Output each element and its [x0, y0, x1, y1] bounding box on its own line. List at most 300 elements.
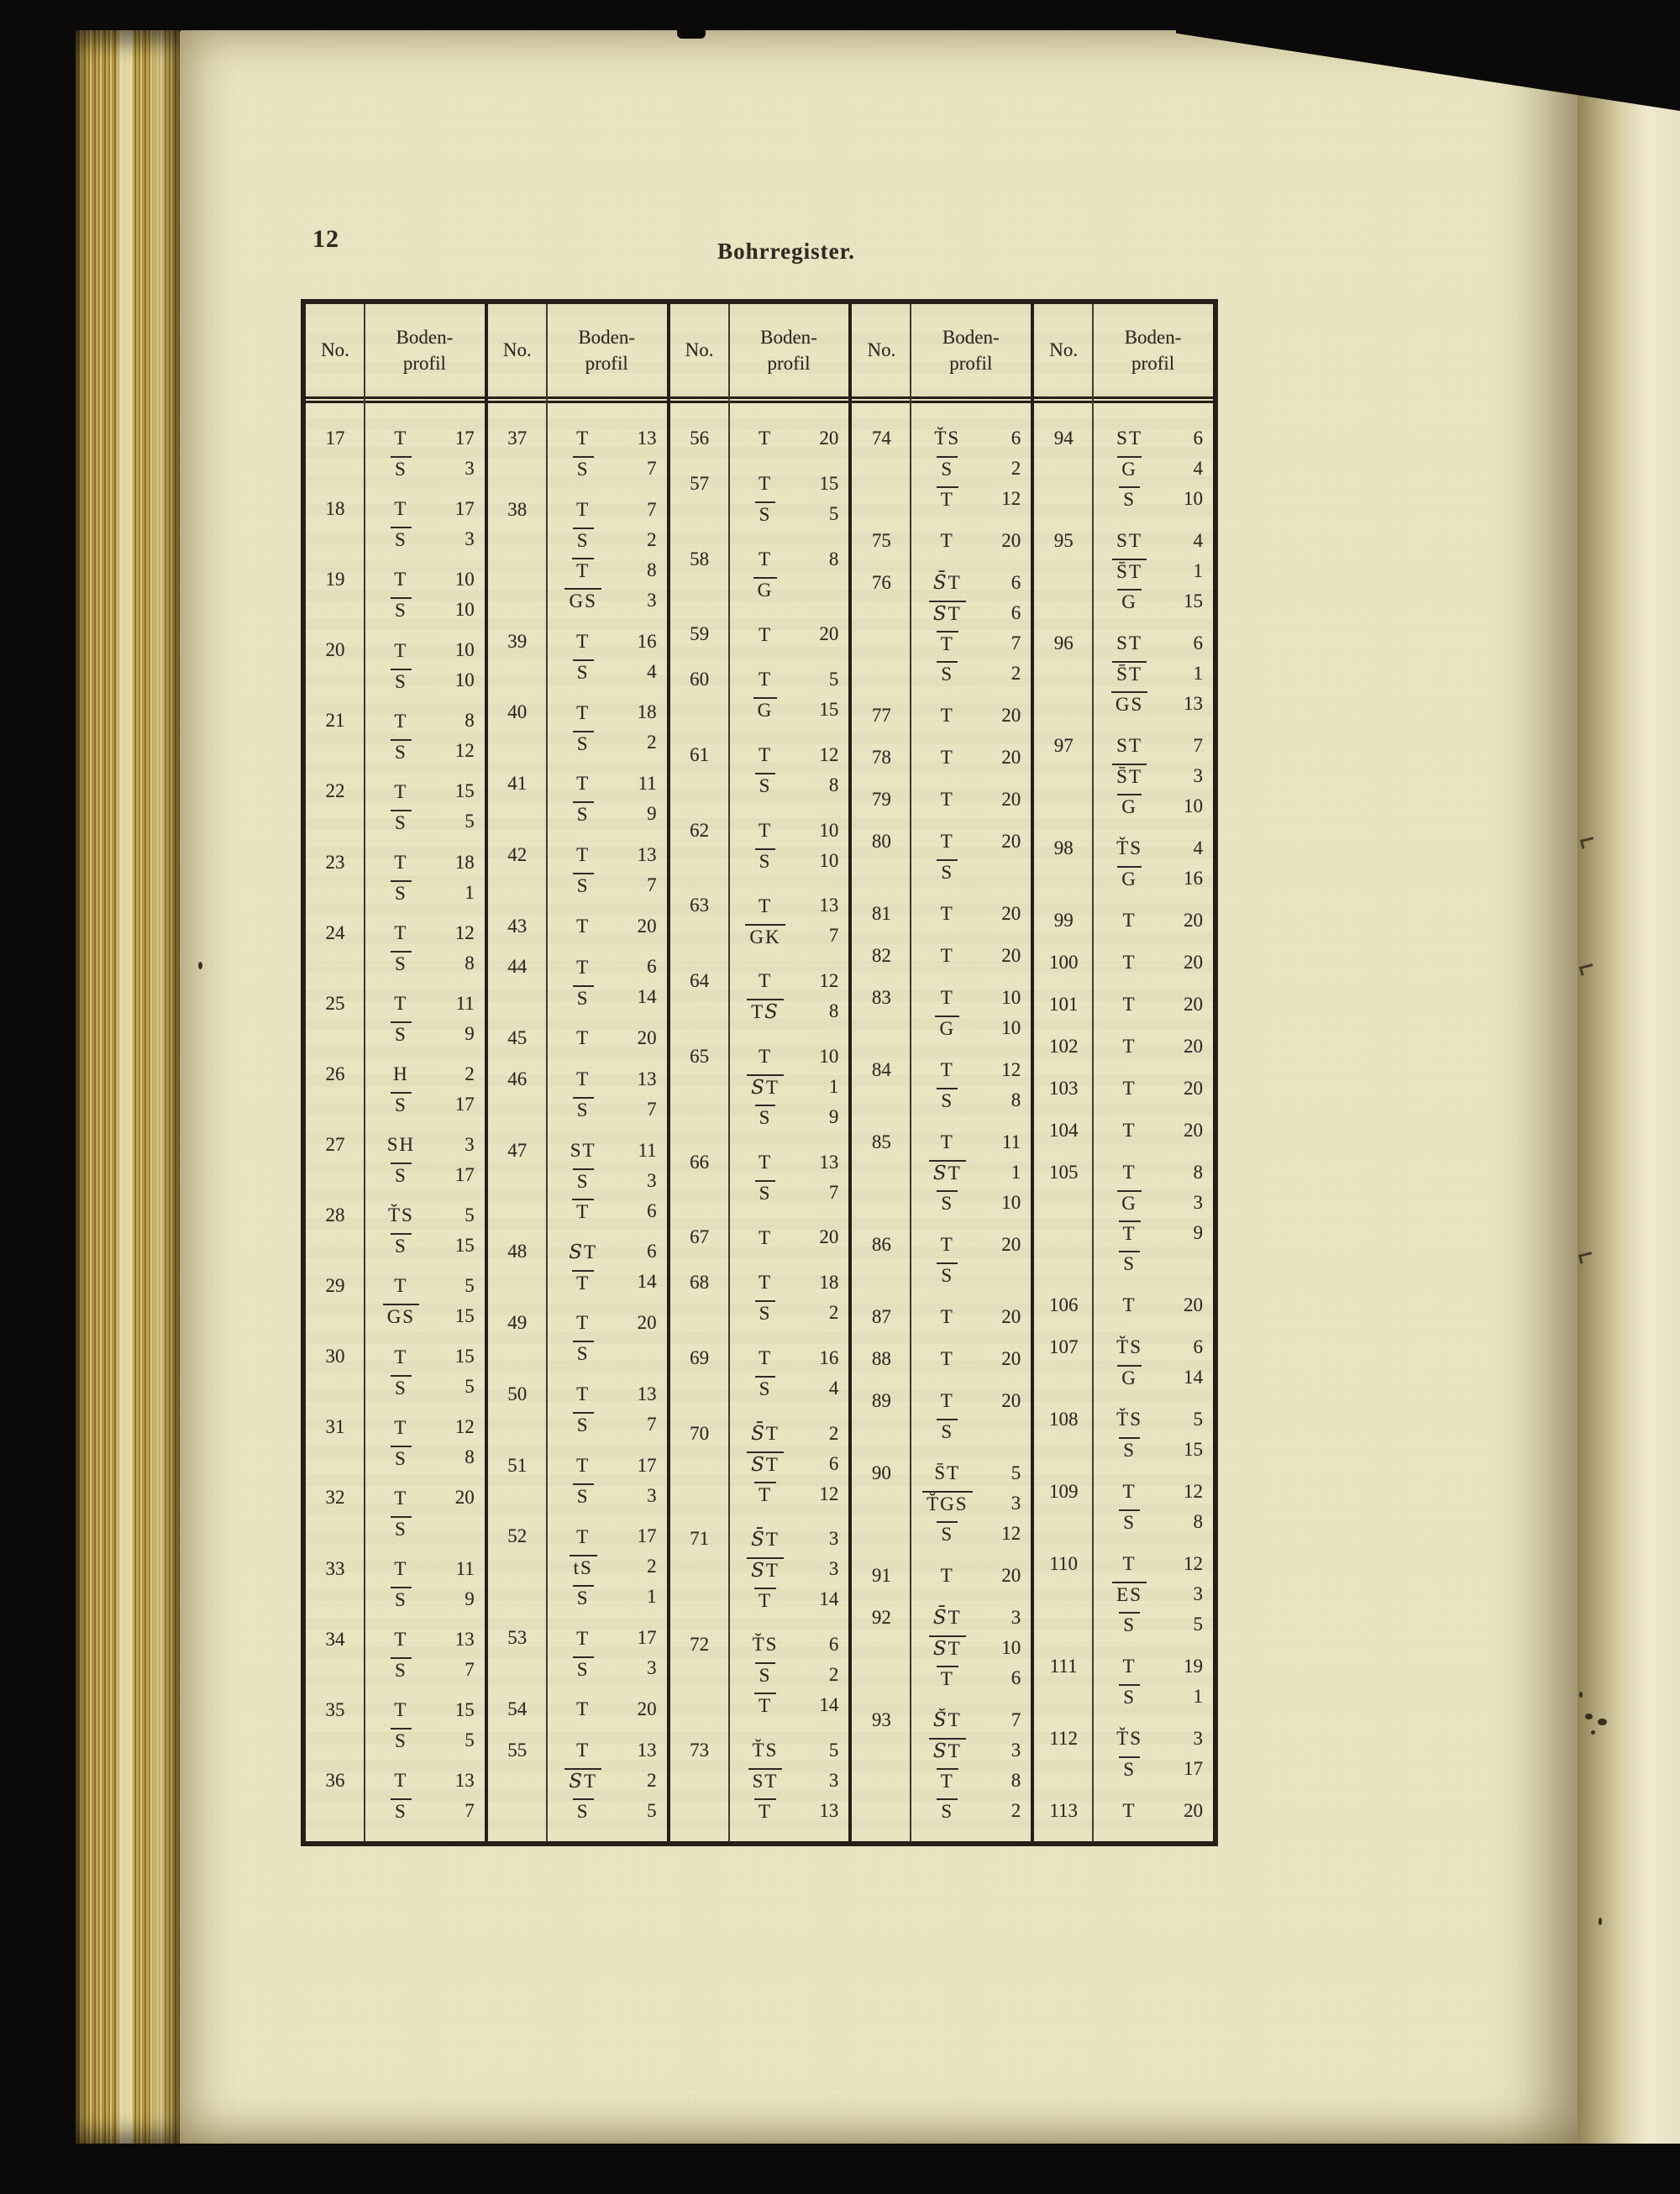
layer-thickness: 12: [1001, 1523, 1021, 1544]
layer-thickness: 2: [647, 1769, 657, 1791]
profile-line: [1093, 1031, 1213, 1062]
profile-header-line1: Boden-: [396, 327, 454, 348]
layer-symbol: S̄T: [932, 572, 962, 595]
layer-thickness: 7: [828, 1181, 839, 1203]
entry-number: 26: [325, 1063, 345, 1084]
profile-line: [547, 840, 667, 870]
layer-thickness: 2: [1011, 458, 1021, 479]
layer-symbol: T̆S: [387, 1205, 414, 1226]
layer-thickness: 7: [647, 1413, 657, 1435]
layer-symbol: T: [1119, 1220, 1141, 1245]
layer-label: [549, 1627, 618, 1650]
table-group-4: [852, 304, 1034, 1841]
profile-lines: [365, 776, 485, 837]
group-header: [670, 304, 849, 403]
entry-number: 93: [871, 1709, 891, 1730]
entry-number: 49: [507, 1312, 528, 1334]
layer-label: [1095, 764, 1164, 788]
bore-entry: [1034, 1651, 1213, 1712]
layer-symbol: T: [394, 1275, 408, 1297]
fraktur-s-symbol: S: [764, 1001, 780, 1024]
profile-header-line1: Boden-: [942, 327, 1000, 348]
layer-label: [1095, 1190, 1164, 1215]
bore-entry: [1034, 947, 1213, 978]
layer-thickness: 10: [454, 569, 475, 590]
column-divider: [728, 304, 730, 1841]
layer-thickness: 12: [454, 740, 475, 762]
layer-label: [1095, 456, 1164, 480]
layer-label: [366, 1133, 436, 1156]
profile-header-line2: profil: [1131, 353, 1175, 374]
layer-label: [549, 1341, 618, 1365]
bore-entry: [306, 706, 485, 766]
layer-thickness: 20: [819, 1226, 839, 1248]
profile-lines: [365, 706, 485, 766]
bore-entry: [1034, 833, 1213, 894]
bore-entry: [852, 1386, 1031, 1446]
layer-symbol: T: [1122, 1162, 1137, 1184]
bore-entry: [306, 1695, 485, 1756]
layer-label: [912, 902, 982, 925]
layer-thickness: 6: [647, 1199, 657, 1221]
profile-lines: [365, 1271, 485, 1331]
profile-line: [1093, 1332, 1213, 1362]
layer-symbol: G: [1117, 794, 1142, 818]
layer-thickness: 14: [1183, 1367, 1203, 1388]
layer-thickness: 3: [647, 1484, 657, 1506]
layer-symbol: S: [391, 880, 412, 905]
profile-lines: [365, 918, 485, 979]
layer-thickness: 11: [455, 1557, 475, 1579]
profile-lines: [365, 635, 485, 695]
profile-line: [911, 1302, 1031, 1332]
layer-label: [1095, 1161, 1164, 1184]
group-header: [852, 304, 1031, 403]
profile-lines: [911, 899, 1031, 929]
layer-symbol: T: [758, 895, 773, 916]
profile-line: [365, 1695, 485, 1725]
layer-label: [731, 501, 801, 526]
layer-label: [366, 1163, 436, 1187]
layer-symbol: S: [1119, 1437, 1140, 1462]
entry-number: 95: [1053, 530, 1074, 551]
bore-entry: [488, 911, 667, 942]
bore-entry: [306, 989, 485, 1049]
layer-symbol: GS: [383, 1304, 419, 1328]
layer-symbol: S: [573, 873, 594, 897]
layer-symbol: ST: [747, 1557, 784, 1582]
layer-label: [366, 1304, 436, 1328]
entry-number: 18: [325, 498, 345, 520]
profile-line: [547, 911, 667, 942]
entry-number: 20: [325, 639, 345, 661]
layer-symbol: S: [755, 773, 776, 797]
layer-symbol: ST: [1116, 530, 1142, 552]
no-column-header: No.: [685, 339, 714, 360]
layer-symbol: GK: [745, 924, 785, 948]
layer-symbol: S: [755, 1300, 776, 1325]
layer-label: [549, 659, 618, 684]
entry-number: 99: [1053, 910, 1074, 931]
layer-label: [912, 830, 982, 853]
layer-symbol: S: [937, 1190, 958, 1215]
layer-symbol: T: [394, 1770, 408, 1792]
layer-thickness: 15: [819, 472, 839, 494]
layer-label: [1095, 1336, 1164, 1358]
layer-thickness: 3: [1193, 1192, 1203, 1213]
layer-label: [731, 1045, 801, 1068]
layer-symbol: T: [940, 789, 954, 811]
profile-lines: [1093, 1404, 1213, 1465]
layer-symbol: ST: [1116, 428, 1142, 449]
profile-line: [729, 1298, 849, 1328]
layer-label: [1095, 1437, 1164, 1462]
layer-label: [1095, 1799, 1164, 1822]
profile-lines: [911, 1230, 1031, 1290]
profile-lines: [547, 1023, 667, 1053]
entry-number: 101: [1048, 994, 1079, 1015]
profile-lines: [547, 911, 667, 942]
layer-label: [731, 1633, 801, 1656]
profile-line: [547, 1582, 667, 1612]
profile-line: [1093, 989, 1213, 1020]
profile-line: [911, 1055, 1031, 1085]
layer-label: [366, 1274, 436, 1297]
layer-thickness: 5: [828, 1739, 839, 1761]
profile-lines: [911, 1561, 1031, 1591]
bore-entry: [670, 1147, 849, 1208]
profile-line: [365, 1130, 485, 1160]
layer-label: [731, 1662, 801, 1687]
layer-label: [549, 915, 618, 937]
layer-symbol: T: [576, 428, 591, 449]
profile-line: [547, 495, 667, 525]
layer-thickness: 17: [454, 1093, 475, 1115]
bore-entry: [670, 890, 849, 951]
profile-line: [365, 1019, 485, 1049]
entry-number: 58: [690, 548, 710, 569]
profile-lines: [911, 1344, 1031, 1374]
layer-label: [1095, 866, 1164, 890]
layer-symbol: T: [940, 705, 954, 727]
layer-symbol: T: [940, 903, 954, 925]
layer-symbol: S: [937, 859, 958, 884]
profile-lines: [1093, 1290, 1213, 1320]
profile-line: [547, 1136, 667, 1166]
profile-line: [911, 899, 1031, 929]
layer-label: [549, 427, 618, 449]
entry-number: 57: [690, 472, 710, 494]
bore-entry: [306, 494, 485, 554]
column-divider: [1092, 304, 1094, 1841]
layer-symbol: G: [753, 697, 778, 722]
layer-symbol: S: [391, 810, 412, 834]
entry-number: 100: [1048, 952, 1079, 973]
scan-bottom-band: [0, 2144, 1680, 2194]
bore-entry: [306, 1341, 485, 1402]
profile-line: [547, 870, 667, 900]
layer-label: [1095, 1612, 1164, 1636]
layer-symbol: T̆GS: [922, 1491, 972, 1515]
layer-thickness: 10: [1001, 1017, 1021, 1038]
profile-line: [729, 499, 849, 529]
layer-thickness: 7: [647, 874, 657, 895]
profile-lines: [547, 423, 667, 484]
profile-lines: [547, 769, 667, 829]
layer-label: [1095, 993, 1164, 1016]
layer-label: [731, 773, 801, 797]
profile-line: [1093, 1435, 1213, 1465]
profile-line: [911, 1603, 1031, 1633]
layer-thickness: 5: [828, 502, 839, 524]
profile-lines: [547, 1623, 667, 1683]
layer-symbol: T: [394, 569, 408, 590]
layer-symbol: S: [937, 1262, 958, 1287]
profile-line: [365, 1059, 485, 1089]
profile-line: [1093, 1362, 1213, 1393]
bore-entry: [306, 848, 485, 908]
layer-symbol: T: [940, 987, 954, 1009]
layer-thickness: 20: [1183, 1078, 1203, 1099]
layer-symbol: S: [573, 1483, 594, 1508]
bore-entry: [852, 568, 1031, 689]
layer-symbol: T: [576, 915, 591, 937]
layer-label: [1095, 559, 1164, 583]
profile-line: [1093, 863, 1213, 894]
layer-label: [366, 810, 436, 834]
entry-number: 96: [1053, 632, 1074, 653]
layer-symbol: T̆S: [1116, 1336, 1142, 1358]
profile-lines: [547, 495, 667, 616]
layer-label: [366, 597, 436, 622]
layer-symbol: S: [391, 1657, 412, 1682]
entry-number: 56: [690, 428, 710, 449]
layer-label: [549, 985, 618, 1010]
profile-line: [911, 941, 1031, 971]
profile-lines: [365, 989, 485, 1049]
layer-thickness: 8: [465, 1446, 475, 1468]
layer-label: [549, 956, 618, 979]
entry-number: 87: [871, 1306, 891, 1327]
bore-entry: [852, 941, 1031, 971]
layer-thickness: 7: [647, 458, 657, 479]
layer-thickness: 19: [1183, 1656, 1203, 1677]
no-column-header: No.: [1049, 339, 1079, 360]
profile-lines: [911, 1302, 1031, 1332]
entry-number: 75: [871, 530, 891, 551]
layer-symbol: T: [576, 1455, 591, 1476]
layer-label: [731, 1300, 801, 1325]
layer-thickness: 8: [465, 952, 475, 974]
entry-number: 86: [871, 1234, 891, 1255]
layer-label: [731, 969, 801, 992]
layer-label: [912, 661, 982, 685]
layer-symbol: T: [576, 956, 591, 978]
layer-thickness: 20: [819, 623, 839, 645]
layer-label: [912, 1347, 982, 1370]
bore-entry: [852, 1127, 1031, 1218]
entry-number: 94: [1053, 428, 1074, 449]
layer-thickness: 15: [454, 1346, 475, 1367]
layer-thickness: 6: [1011, 428, 1021, 449]
entry-number: 109: [1048, 1481, 1079, 1502]
layer-symbol: S: [391, 1516, 412, 1541]
ink-speck: [1591, 1730, 1595, 1735]
layer-thickness: 10: [1001, 1637, 1021, 1658]
layer-thickness: 4: [1193, 530, 1203, 551]
layer-symbol: T: [576, 1027, 591, 1049]
layer-symbol: T: [1122, 1078, 1137, 1100]
profile-lines: [729, 1147, 849, 1208]
layer-label: [549, 731, 618, 755]
profile-line: [729, 1584, 849, 1614]
layer-label: [912, 746, 982, 769]
layer-thickness: 20: [637, 1312, 657, 1334]
layer-label: [366, 1657, 436, 1682]
profile-lines: [547, 1451, 667, 1511]
layer-thickness: 20: [1001, 1565, 1021, 1586]
profile-line: [1093, 1796, 1213, 1826]
layer-label: [731, 819, 801, 842]
layer-symbol: T: [576, 1698, 591, 1720]
profile-line: [547, 1451, 667, 1481]
layer-label: [549, 1483, 618, 1508]
bore-entry: [1034, 1290, 1213, 1320]
layer-symbol: T̆S: [934, 428, 961, 449]
layer-label: [731, 1588, 801, 1612]
profile-lines: [547, 1521, 667, 1612]
layer-symbol: S: [391, 1021, 412, 1046]
fraktur-s-symbol: S̄: [932, 572, 948, 595]
layer-thickness: 14: [637, 1271, 657, 1293]
entry-number: 65: [690, 1045, 710, 1067]
layer-thickness: 20: [1183, 1036, 1203, 1057]
column-divider: [546, 304, 548, 1841]
layer-symbol: S: [391, 456, 412, 480]
layer-symbol: T: [394, 921, 408, 943]
entry-number: 17: [325, 428, 345, 449]
layer-thickness: 8: [828, 1000, 839, 1021]
profile-lines: [547, 1694, 667, 1724]
fraktur-s-symbol: S: [932, 603, 948, 626]
layer-thickness: 20: [1183, 952, 1203, 973]
layer-label: [731, 1346, 801, 1369]
entry-number: 38: [507, 498, 528, 520]
layer-thickness: 13: [637, 428, 657, 449]
bore-entry: [306, 1412, 485, 1472]
layer-symbol: S: [937, 1088, 958, 1112]
bore-entry: [670, 1735, 849, 1826]
profile-line: [547, 1064, 667, 1094]
profile-line: [547, 555, 667, 585]
layer-symbol: T: [758, 1046, 773, 1068]
layer-label: [1095, 1119, 1164, 1142]
bore-entry: [488, 1136, 667, 1226]
layer-symbol: T: [576, 1068, 591, 1090]
layer-label: [1095, 1684, 1164, 1708]
profile-header-line2: profil: [767, 353, 811, 374]
layer-thickness: 4: [828, 1377, 839, 1399]
profile-lines: [365, 1059, 485, 1120]
group-body: [488, 403, 667, 1841]
profile-lines: [729, 1268, 849, 1328]
layer-thickness: 7: [647, 1098, 657, 1120]
profile-line: [1093, 1404, 1213, 1435]
entry-number: 97: [1053, 735, 1074, 756]
entry-number: 71: [690, 1528, 710, 1550]
profile-lines: [911, 1055, 1031, 1115]
profile-line: [365, 776, 485, 806]
layer-label: [731, 1074, 801, 1099]
profile-line: [1093, 423, 1213, 454]
profile-lines: [365, 494, 485, 554]
layer-thickness: 16: [637, 630, 657, 652]
bohr-table: [301, 299, 1218, 1846]
layer-symbol: S: [391, 739, 412, 764]
layer-thickness: 6: [1011, 572, 1021, 593]
page-edges-stack: [74, 29, 180, 2147]
layer-label: [366, 1204, 436, 1226]
profile-line: [911, 1796, 1031, 1826]
layer-thickness: 4: [1193, 458, 1203, 479]
layer-symbol: T: [754, 1588, 776, 1612]
layer-symbol: S: [755, 1376, 776, 1400]
bore-entry: [852, 1705, 1031, 1826]
profile-lines: [365, 1695, 485, 1756]
layer-label: [912, 788, 982, 811]
bore-entry: [488, 1521, 667, 1612]
layer-symbol: T̆S: [752, 1740, 779, 1761]
layer-label: [912, 1233, 982, 1256]
layer-symbol: S̄T: [1112, 559, 1147, 583]
profile-line: [1093, 1682, 1213, 1712]
profile-lines: [729, 544, 849, 605]
profile-line: [911, 568, 1031, 598]
layer-thickness: 6: [647, 956, 657, 978]
layer-thickness: 15: [819, 699, 839, 720]
layer-symbol: GS: [564, 588, 601, 612]
bore-entry: [1034, 1115, 1213, 1146]
layer-label: [731, 577, 801, 601]
bore-entry: [1034, 628, 1213, 719]
profile-header-line1: Boden-: [578, 327, 636, 348]
profile-line: [729, 770, 849, 800]
layer-thickness: 6: [828, 1452, 839, 1474]
layer-label: [731, 1180, 801, 1205]
layer-symbol: ST: [564, 1768, 601, 1792]
layer-symbol: T: [1122, 952, 1137, 974]
layer-symbol: ST: [929, 601, 966, 625]
layer-symbol: T̆S: [752, 1634, 779, 1656]
layer-symbol: S: [573, 731, 594, 755]
layer-label: [549, 528, 618, 552]
bore-entry: [852, 1603, 1031, 1693]
profile-lines: [911, 941, 1031, 971]
entry-number: 28: [325, 1205, 345, 1226]
profile-line: [729, 1373, 849, 1404]
layer-label: [366, 1628, 436, 1651]
profile-line: [547, 525, 667, 555]
layer-label: [549, 1383, 618, 1405]
profile-line: [1093, 454, 1213, 484]
profile-line: [1093, 1290, 1213, 1320]
layer-label: [366, 669, 436, 693]
layer-label: [912, 1160, 982, 1184]
profile-lines: [911, 526, 1031, 556]
group-body: [1034, 403, 1213, 1841]
layer-symbol: T: [572, 1270, 594, 1294]
layer-thickness: 8: [828, 548, 839, 569]
